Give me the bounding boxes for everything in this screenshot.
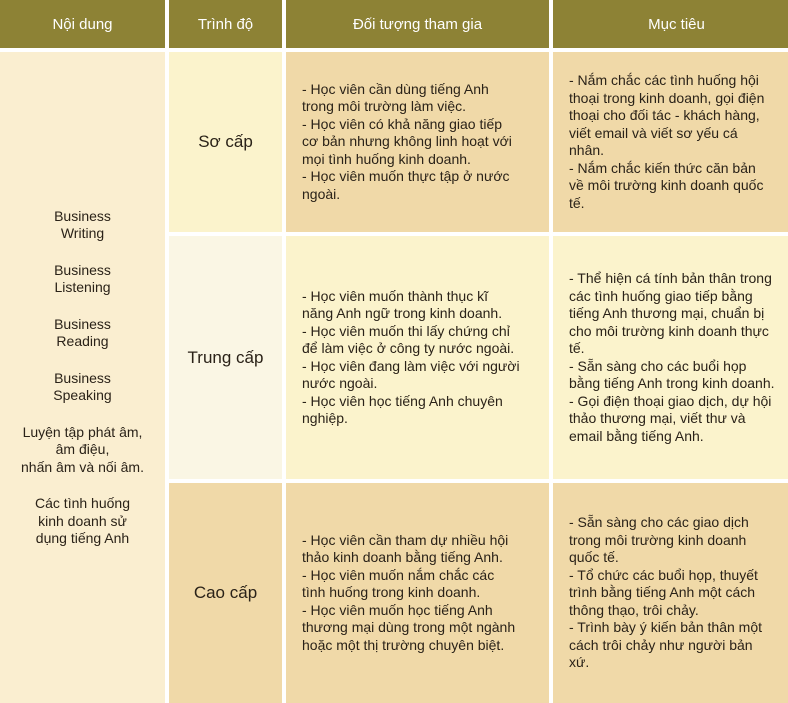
header-level-label: Trình độ [197, 15, 254, 33]
header-content-label: Nội dung [52, 15, 113, 33]
goal-text: - Thể hiện cá tính bản thân trong các tình huống giao tiếp bằng tiếng Anh thương mại, chuẩn bị cho môi trường kinh doanh thực tế. - Sẵn sàng cho các buổi họp bằng tiếng Anh trong kinh doanh. - Gọi điện thoại giao dịch, dự hội thảo thương mại, viết thư và email bằng tiếng Anh. [569, 270, 775, 444]
level-label: Sơ cấp [198, 132, 253, 152]
audience-advanced [286, 483, 549, 703]
level-intermediate [169, 236, 282, 479]
level-label: Trung cấp [187, 347, 264, 367]
audience-intermediate [286, 236, 549, 479]
audience-text: - Học viên cần tham dự nhiều hội thảo kinh doanh bằng tiếng Anh. - Học viên muốn nắm chắc các tình huống trong kinh doanh. - Học viên muốn học tiếng Anh thương mại dùng trong một ngành hoặc một thị trường chuyên biệt. [302, 531, 516, 653]
header-audience [286, 0, 549, 48]
goal-text: - Sẵn sàng cho các giao dịch trong môi trường kinh doanh quốc tế. - Tổ chức các buổi họp, thuyết trình bằng tiếng Anh một cách thông thạo, trôi chảy. - Trình bày ý kiến bản thân một cách trôi chảy như người bản xứ. [569, 514, 762, 671]
level-label: Cao cấp [193, 583, 258, 603]
level-beginner [169, 52, 282, 232]
header-content [0, 0, 165, 48]
goal-beginner [553, 52, 788, 232]
content-item: Business Writing [54, 207, 111, 241]
audience-beginner [286, 52, 549, 232]
level-advanced [169, 483, 282, 703]
header-goal [553, 0, 788, 48]
content-item: Business Listening [54, 261, 111, 295]
audience-text: - Học viên muốn thành thục kĩ năng Anh ngữ trong kinh doanh. - Học viên muốn thi lấy chứng chỉ để làm việc ở công ty nước ngoài. - Học viên đang làm việc với người nước ngoài. - Học viên học tiếng Anh chuyên nghiệp. [302, 287, 520, 426]
goal-text: - Nắm chắc các tình huống hội thoại trong kinh doanh, gọi điện thoại cho đối tác - khách hàng, viết email và viết sơ yếu cá nhân. - Nắm chắc kiến thức căn bản về môi trường kinh doanh quốc tế. [569, 72, 765, 211]
header-level [169, 0, 282, 48]
header-audience-label: Đối tượng tham gia [352, 15, 483, 33]
content-item: Luyện tập phát âm, âm điệu, nhấn âm và nối âm. [21, 423, 144, 475]
goal-intermediate [553, 236, 788, 479]
goal-advanced [553, 483, 788, 703]
content-item: Business Speaking [53, 369, 112, 403]
audience-text: - Học viên cần dùng tiếng Anh trong môi trường làm việc. - Học viên có khả năng giao tiếp cơ bản nhưng không linh hoạt với mọi tình huống kinh doanh. - Học viên muốn thực tập ở nước ngoài. [302, 80, 512, 202]
content-item: Các tình huống kinh doanh sử dụng tiếng Anh [35, 495, 130, 546]
content-column [0, 52, 165, 703]
content-item: Business Reading [54, 315, 111, 349]
header-goal-label: Mục tiêu [648, 15, 705, 33]
